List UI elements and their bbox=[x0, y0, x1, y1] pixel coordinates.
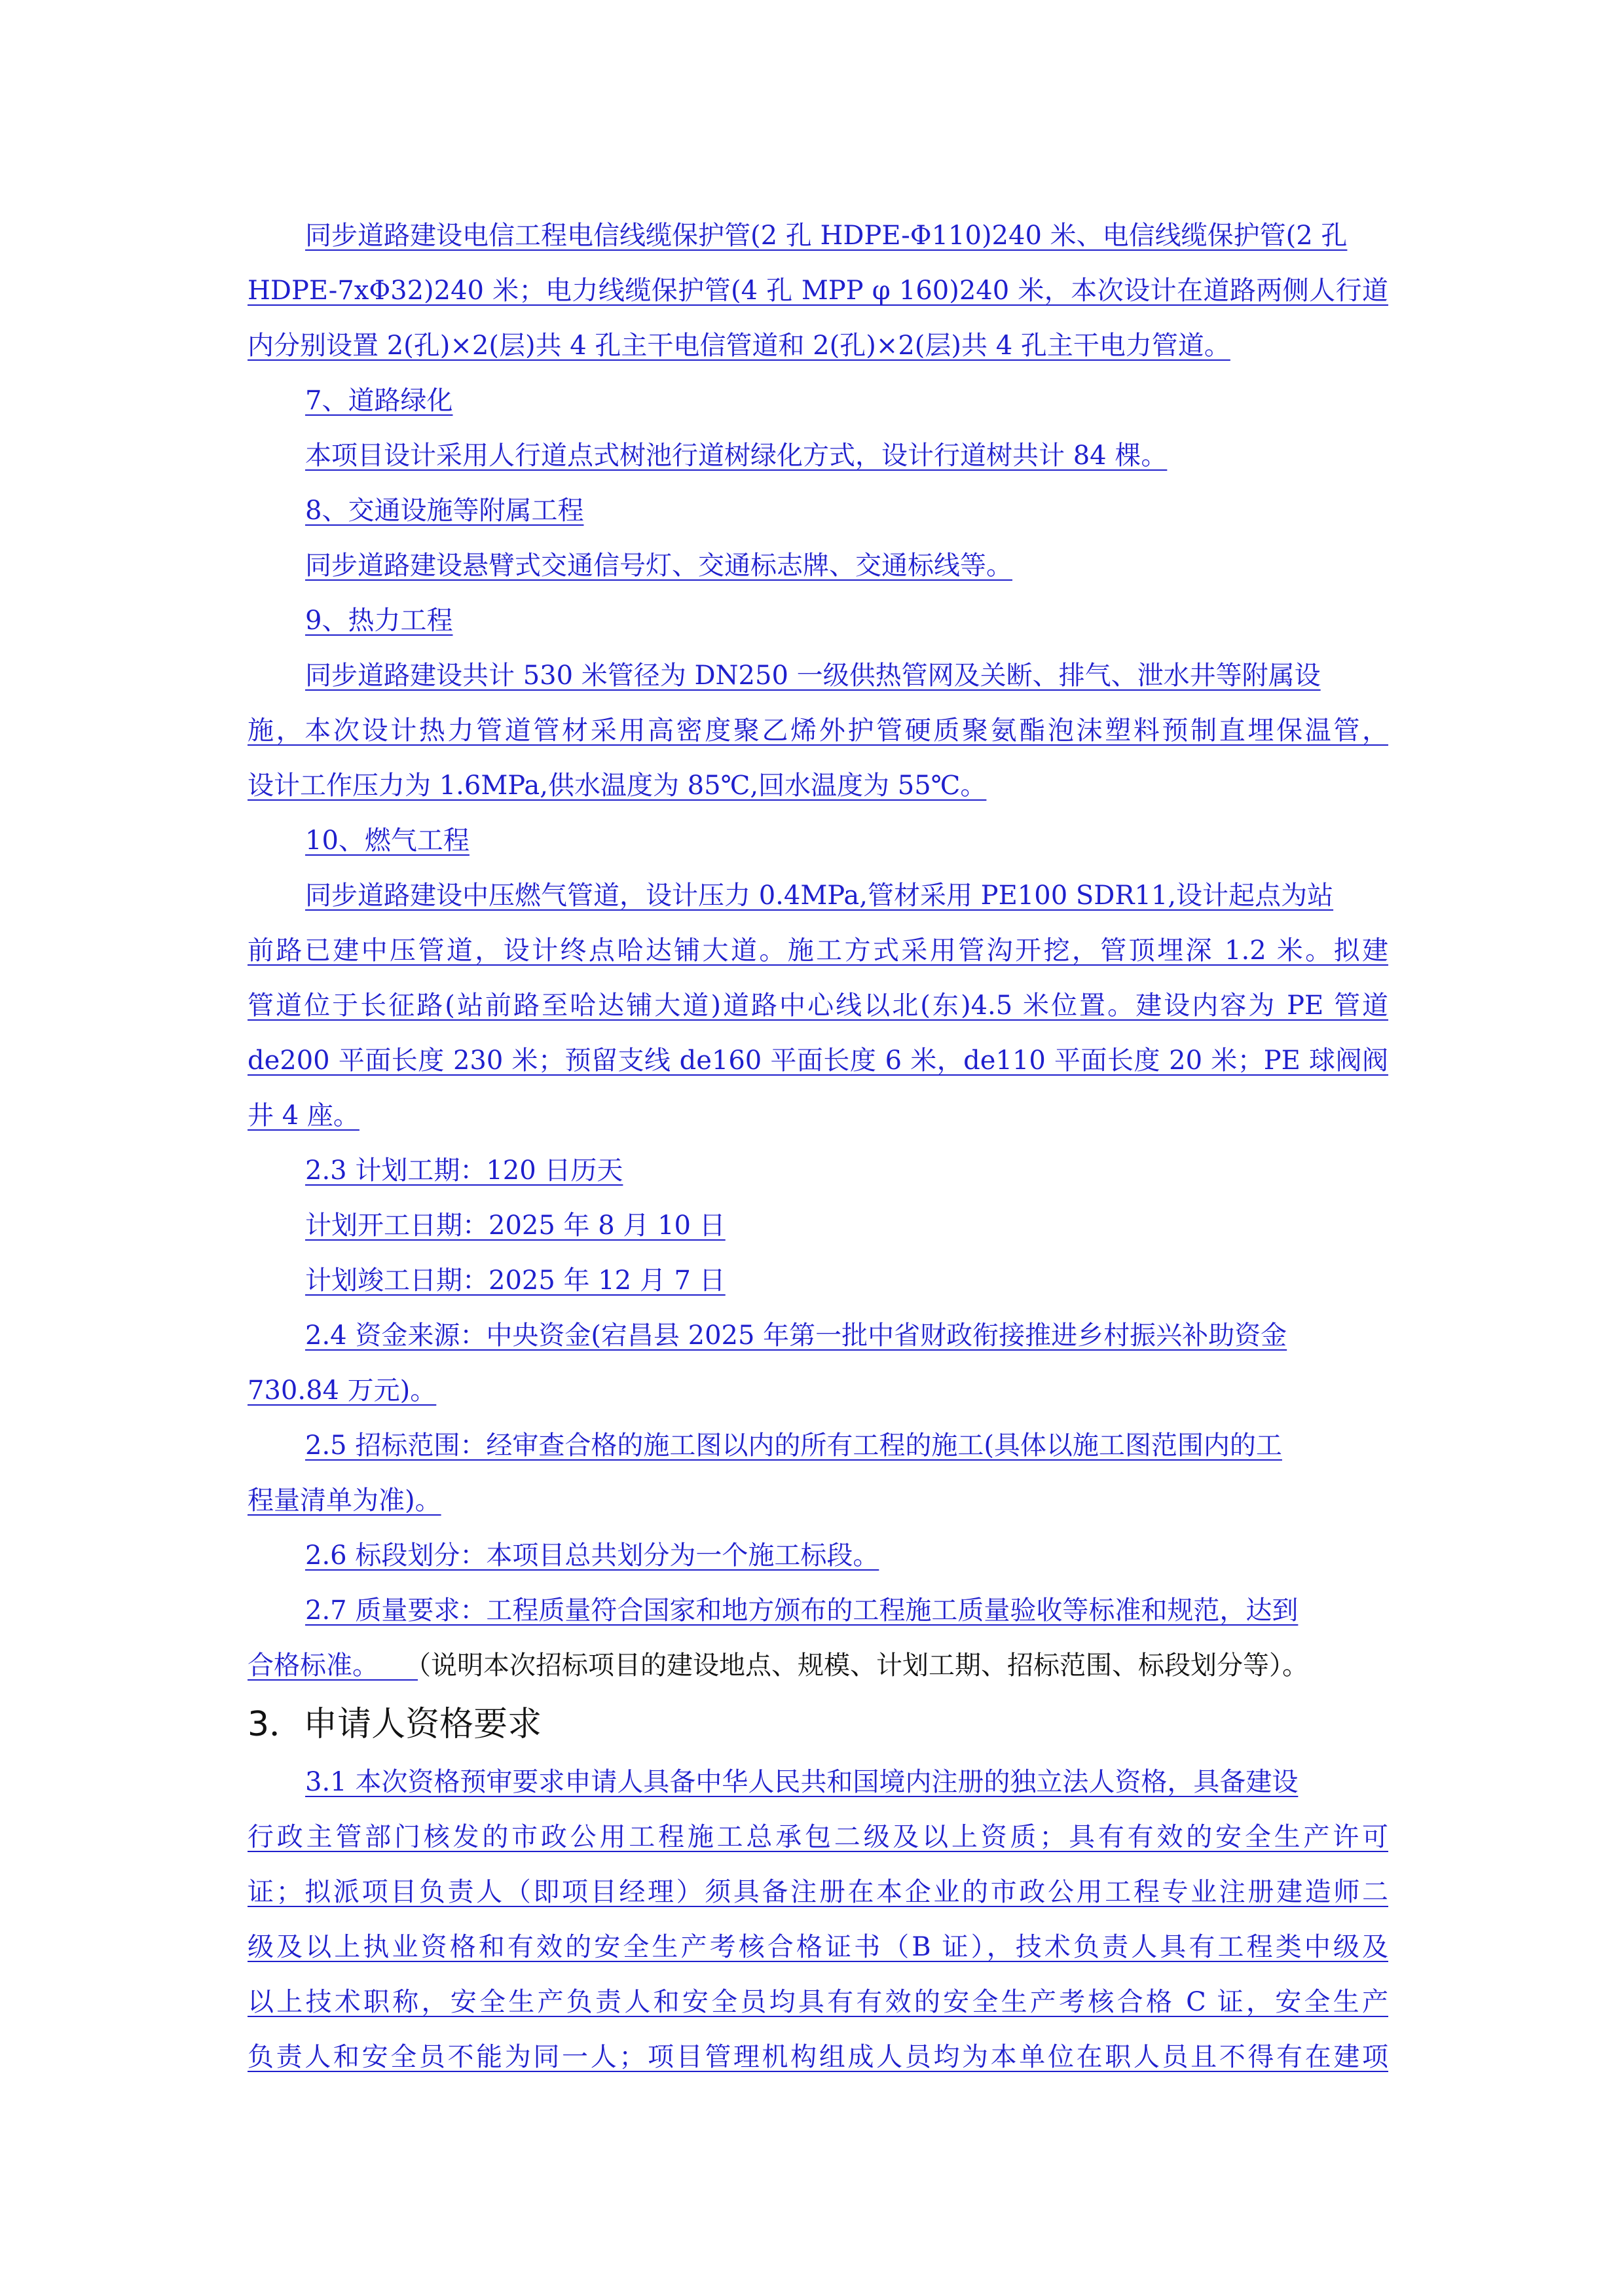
section-10-line-4: de200 平面长度 230 米；预留支线 de160 平面长度 6 米，de110 平面长度 20 米；PE 球阀阀 bbox=[248, 1046, 1388, 1076]
para-telecom-line-3: 内分别设置 2(孔)×2(层)共 4 孔主干电信管道和 2(孔)×2(层)共 4 孔主干电力管道。 bbox=[248, 331, 1230, 361]
section-7-title: 7、道路绿化 bbox=[305, 386, 453, 416]
para-telecom-line-1: 同步道路建设电信工程电信线缆保护管(2 孔 HDPE-Φ110)240 米、电信线缆保护管(2 孔 bbox=[305, 221, 1348, 251]
section-7-text: 本项目设计采用人行道点式树池行道树绿化方式，设计行道树共计 84 棵。 bbox=[305, 441, 1168, 471]
tender-scope-line-1: 2.5 招标范围：经审查合格的施工图以内的所有工程的施工(具体以施工图范围内的工 bbox=[305, 1430, 1282, 1461]
funding-source-line-2: 730.84 万元)。 bbox=[248, 1376, 437, 1406]
section-8-text: 同步道路建设悬臂式交通信号灯、交通标志牌、交通标线等。 bbox=[305, 551, 1012, 581]
quality-requirement-note: （说明本次招标项目的建设地点、规模、计划工期、招标范围、标段划分等）。 bbox=[418, 1650, 1308, 1681]
section-10-title: 10、燃气工程 bbox=[305, 826, 470, 856]
qualification-line-5: 以上技术职称，安全生产负责人和安全员均具有有效的安全生产考核合格 C 证，安全生产 bbox=[248, 1987, 1388, 2017]
section-9-line-2: 施，本次设计热力管道管材采用高密度聚乙烯外护管硬质聚氨酯泡沫塑料预制直埋保温管， bbox=[248, 716, 1388, 746]
qualification-line-2: 行政主管部门核发的市政公用工程施工总承包二级及以上资质；具有有效的安全生产许可 bbox=[248, 1822, 1388, 1852]
planned-start-date: 计划开工日期：2025 年 8 月 10 日 bbox=[305, 1211, 726, 1241]
schedule-duration: 2.3 计划工期：120 日历天 bbox=[305, 1156, 623, 1186]
planned-end-date: 计划竣工日期：2025 年 12 月 7 日 bbox=[305, 1266, 726, 1296]
para-telecom-line-2: HDPE-7xΦ32)240 米；电力线缆保护管(4 孔 MPP φ 160)240 米，本次设计在道路两侧人行道 bbox=[248, 276, 1388, 306]
section-10-line-5: 井 4 座。 bbox=[248, 1101, 360, 1131]
section-3-heading: 3．申请人资格要求 bbox=[248, 1705, 542, 1744]
document-page bbox=[248, 208, 1388, 2085]
funding-source-line-1: 2.4 资金来源：中央资金(宕昌县 2025 年第一批中省财政衔接推进乡村振兴补助资金 bbox=[305, 1321, 1287, 1351]
qualification-line-6: 负责人和安全员不能为同一人；项目管理机构组成人员均为本单位在职人员且不得有在建项 bbox=[248, 2042, 1388, 2072]
quality-requirement-line-2: 合格标准。 （说明本次招标项目的建设地点、规模、计划工期、招标范围、标段划分等）。 bbox=[248, 1650, 1308, 1681]
qualification-line-3: 证；拟派项目负责人（即项目经理）须具备注册在本企业的市政公用工程专业注册建造师二 bbox=[248, 1877, 1388, 1907]
section-10-line-2: 前路已建中压管道，设计终点哈达铺大道。施工方式采用管沟开挖，管顶埋深 1.2 米。拟建 bbox=[248, 936, 1388, 966]
lot-division: 2.6 标段划分：本项目总共划分为一个施工标段。 bbox=[305, 1540, 879, 1571]
qualification-line-1: 3.1 本次资格预审要求申请人具备中华人民共和国境内注册的独立法人资格，具备建设 bbox=[305, 1767, 1299, 1797]
quality-requirement-line-1: 2.7 质量要求：工程质量符合国家和地方颁布的工程施工质量验收等标准和规范，达到 bbox=[305, 1595, 1299, 1626]
tender-scope-line-2: 程量清单为准)。 bbox=[248, 1485, 441, 1516]
section-9-title: 9、热力工程 bbox=[305, 606, 453, 636]
qualification-line-4: 级及以上执业资格和有效的安全生产考核合格证书（B 证），技术负责人具有工程类中级及 bbox=[248, 1932, 1388, 1962]
section-10-line-3: 管道位于长征路(站前路至哈达铺大道)道路中心线以北(东)4.5 米位置。建设内容为 PE 管道 bbox=[248, 991, 1388, 1021]
section-10-line-1: 同步道路建设中压燃气管道，设计压力 0.4MPa,管材采用 PE100 SDR11,设计起点为站 bbox=[305, 881, 1334, 911]
section-8-title: 8、交通设施等附属工程 bbox=[305, 496, 584, 526]
section-9-line-1: 同步道路建设共计 530 米管径为 DN250 一级供热管网及关断、排气、泄水井等附属设 bbox=[305, 661, 1321, 691]
section-9-line-3: 设计工作压力为 1.6MPa,供水温度为 85℃,回水温度为 55℃。 bbox=[248, 771, 987, 801]
